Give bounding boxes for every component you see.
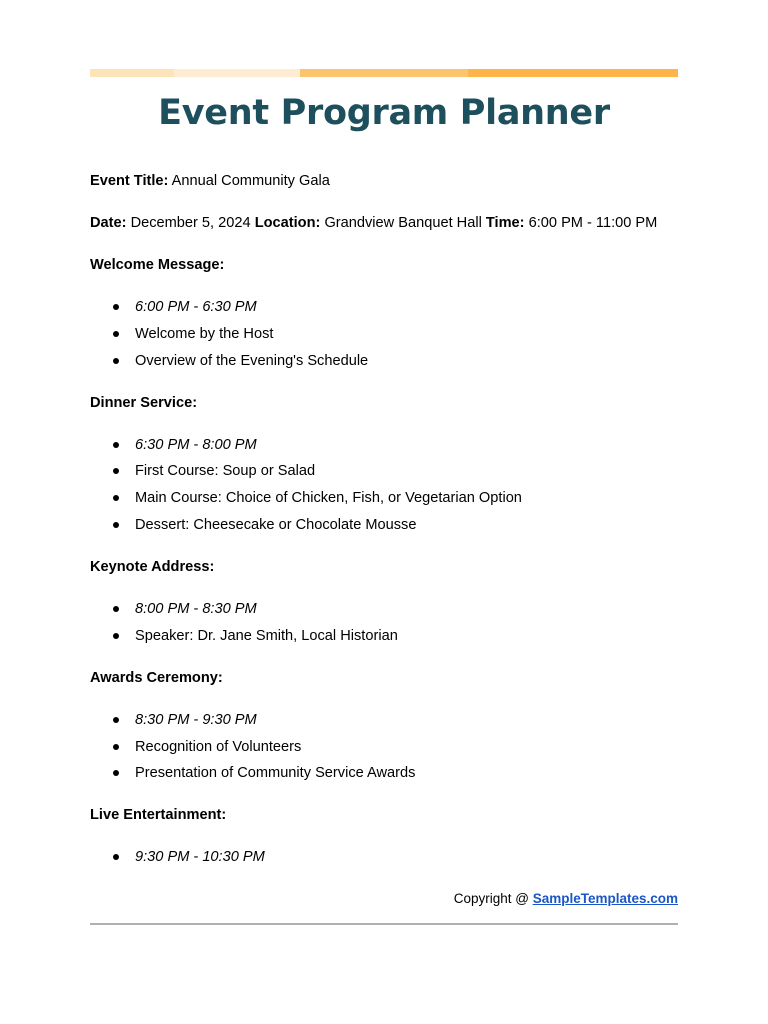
section-item-list [90, 710, 678, 784]
time-range-text: 8:00 PM - 8:30 PM [135, 600, 257, 617]
decorative-top-bar [90, 69, 678, 77]
copyright-text: Copyright @ [453, 891, 533, 906]
bullet-icon [113, 358, 119, 364]
section-item-list [90, 599, 678, 646]
section-heading: Live Entertainment: [90, 807, 227, 824]
section-time-item [90, 847, 678, 867]
section-heading: Awards Ceremony: [90, 669, 223, 686]
section-time-item [90, 297, 678, 317]
section-item-list [90, 847, 678, 867]
event-title-row [90, 171, 678, 191]
list-item-text: Recognition of Volunteers [135, 738, 302, 755]
sampletemplates-link[interactable]: SampleTemplates.com [532, 891, 678, 906]
list-item [90, 515, 678, 535]
bullet-icon [113, 468, 119, 474]
time-range-text: 9:30 PM - 10:30 PM [135, 849, 265, 866]
section-time-item [90, 599, 678, 619]
bullet-icon [113, 304, 119, 310]
list-item [90, 461, 678, 481]
bullet-icon [113, 442, 119, 448]
bullet-icon [113, 633, 119, 639]
bullet-icon [113, 854, 119, 860]
list-item [90, 626, 678, 646]
bullet-icon [113, 744, 119, 750]
list-item [90, 763, 678, 783]
event-title-label: Event Title: [90, 173, 169, 189]
top-bar-segment [174, 69, 300, 77]
list-item-text: Speaker: Dr. Jane Smith, Local Historian [135, 627, 398, 644]
top-bar-segment [90, 69, 174, 77]
section-item-list [90, 297, 678, 371]
list-item-text: Main Course: Choice of Chicken, Fish, or Vegetarian Option [135, 490, 522, 507]
footer-divider [90, 923, 678, 925]
time-label: Time: [485, 215, 525, 231]
time-range-text: 6:00 PM - 6:30 PM [135, 299, 257, 315]
page-title: Event Program Planner [158, 93, 610, 133]
bullet-icon [113, 770, 119, 776]
bullet-icon [113, 331, 119, 337]
list-item [90, 351, 678, 371]
date-value: December 5, 2024 [130, 215, 251, 231]
top-bar-segment [468, 69, 678, 77]
section-time-item [90, 435, 678, 455]
event-details-row [90, 213, 678, 233]
location-label: Location: [254, 215, 321, 231]
list-item [90, 737, 678, 757]
copyright-footer [90, 889, 678, 909]
list-item-text: Overview of the Evening's Schedule [135, 352, 369, 369]
bullet-icon [113, 522, 119, 528]
bullet-icon [113, 606, 119, 612]
bullet-icon [113, 495, 119, 501]
event-title-value: Annual Community Gala [171, 173, 330, 189]
list-item-text: Dessert: Cheesecake or Chocolate Mousse [135, 516, 417, 533]
list-item [90, 324, 678, 344]
top-bar-segment [300, 69, 468, 77]
section-heading: Dinner Service: [90, 394, 198, 411]
time-range-text: 6:30 PM - 8:00 PM [135, 436, 257, 453]
section-item-list [90, 435, 678, 535]
list-item-text: Welcome by the Host [135, 325, 274, 342]
list-item [90, 488, 678, 508]
location-value: Grandview Banquet Hall [324, 215, 482, 231]
document-page [90, 69, 678, 867]
bullet-icon [113, 717, 119, 723]
program-sections [90, 255, 678, 867]
list-item-text: First Course: Soup or Salad [135, 463, 316, 480]
time-value: 6:00 PM - 11:00 PM [528, 215, 658, 231]
list-item-text: Presentation of Community Service Awards [135, 765, 416, 782]
date-label: Date: [90, 215, 127, 231]
section-heading: Keynote Address: [90, 558, 215, 575]
time-range-text: 8:30 PM - 9:30 PM [135, 711, 257, 728]
section-time-item [90, 710, 678, 730]
section-heading: Welcome Message: [90, 257, 225, 273]
